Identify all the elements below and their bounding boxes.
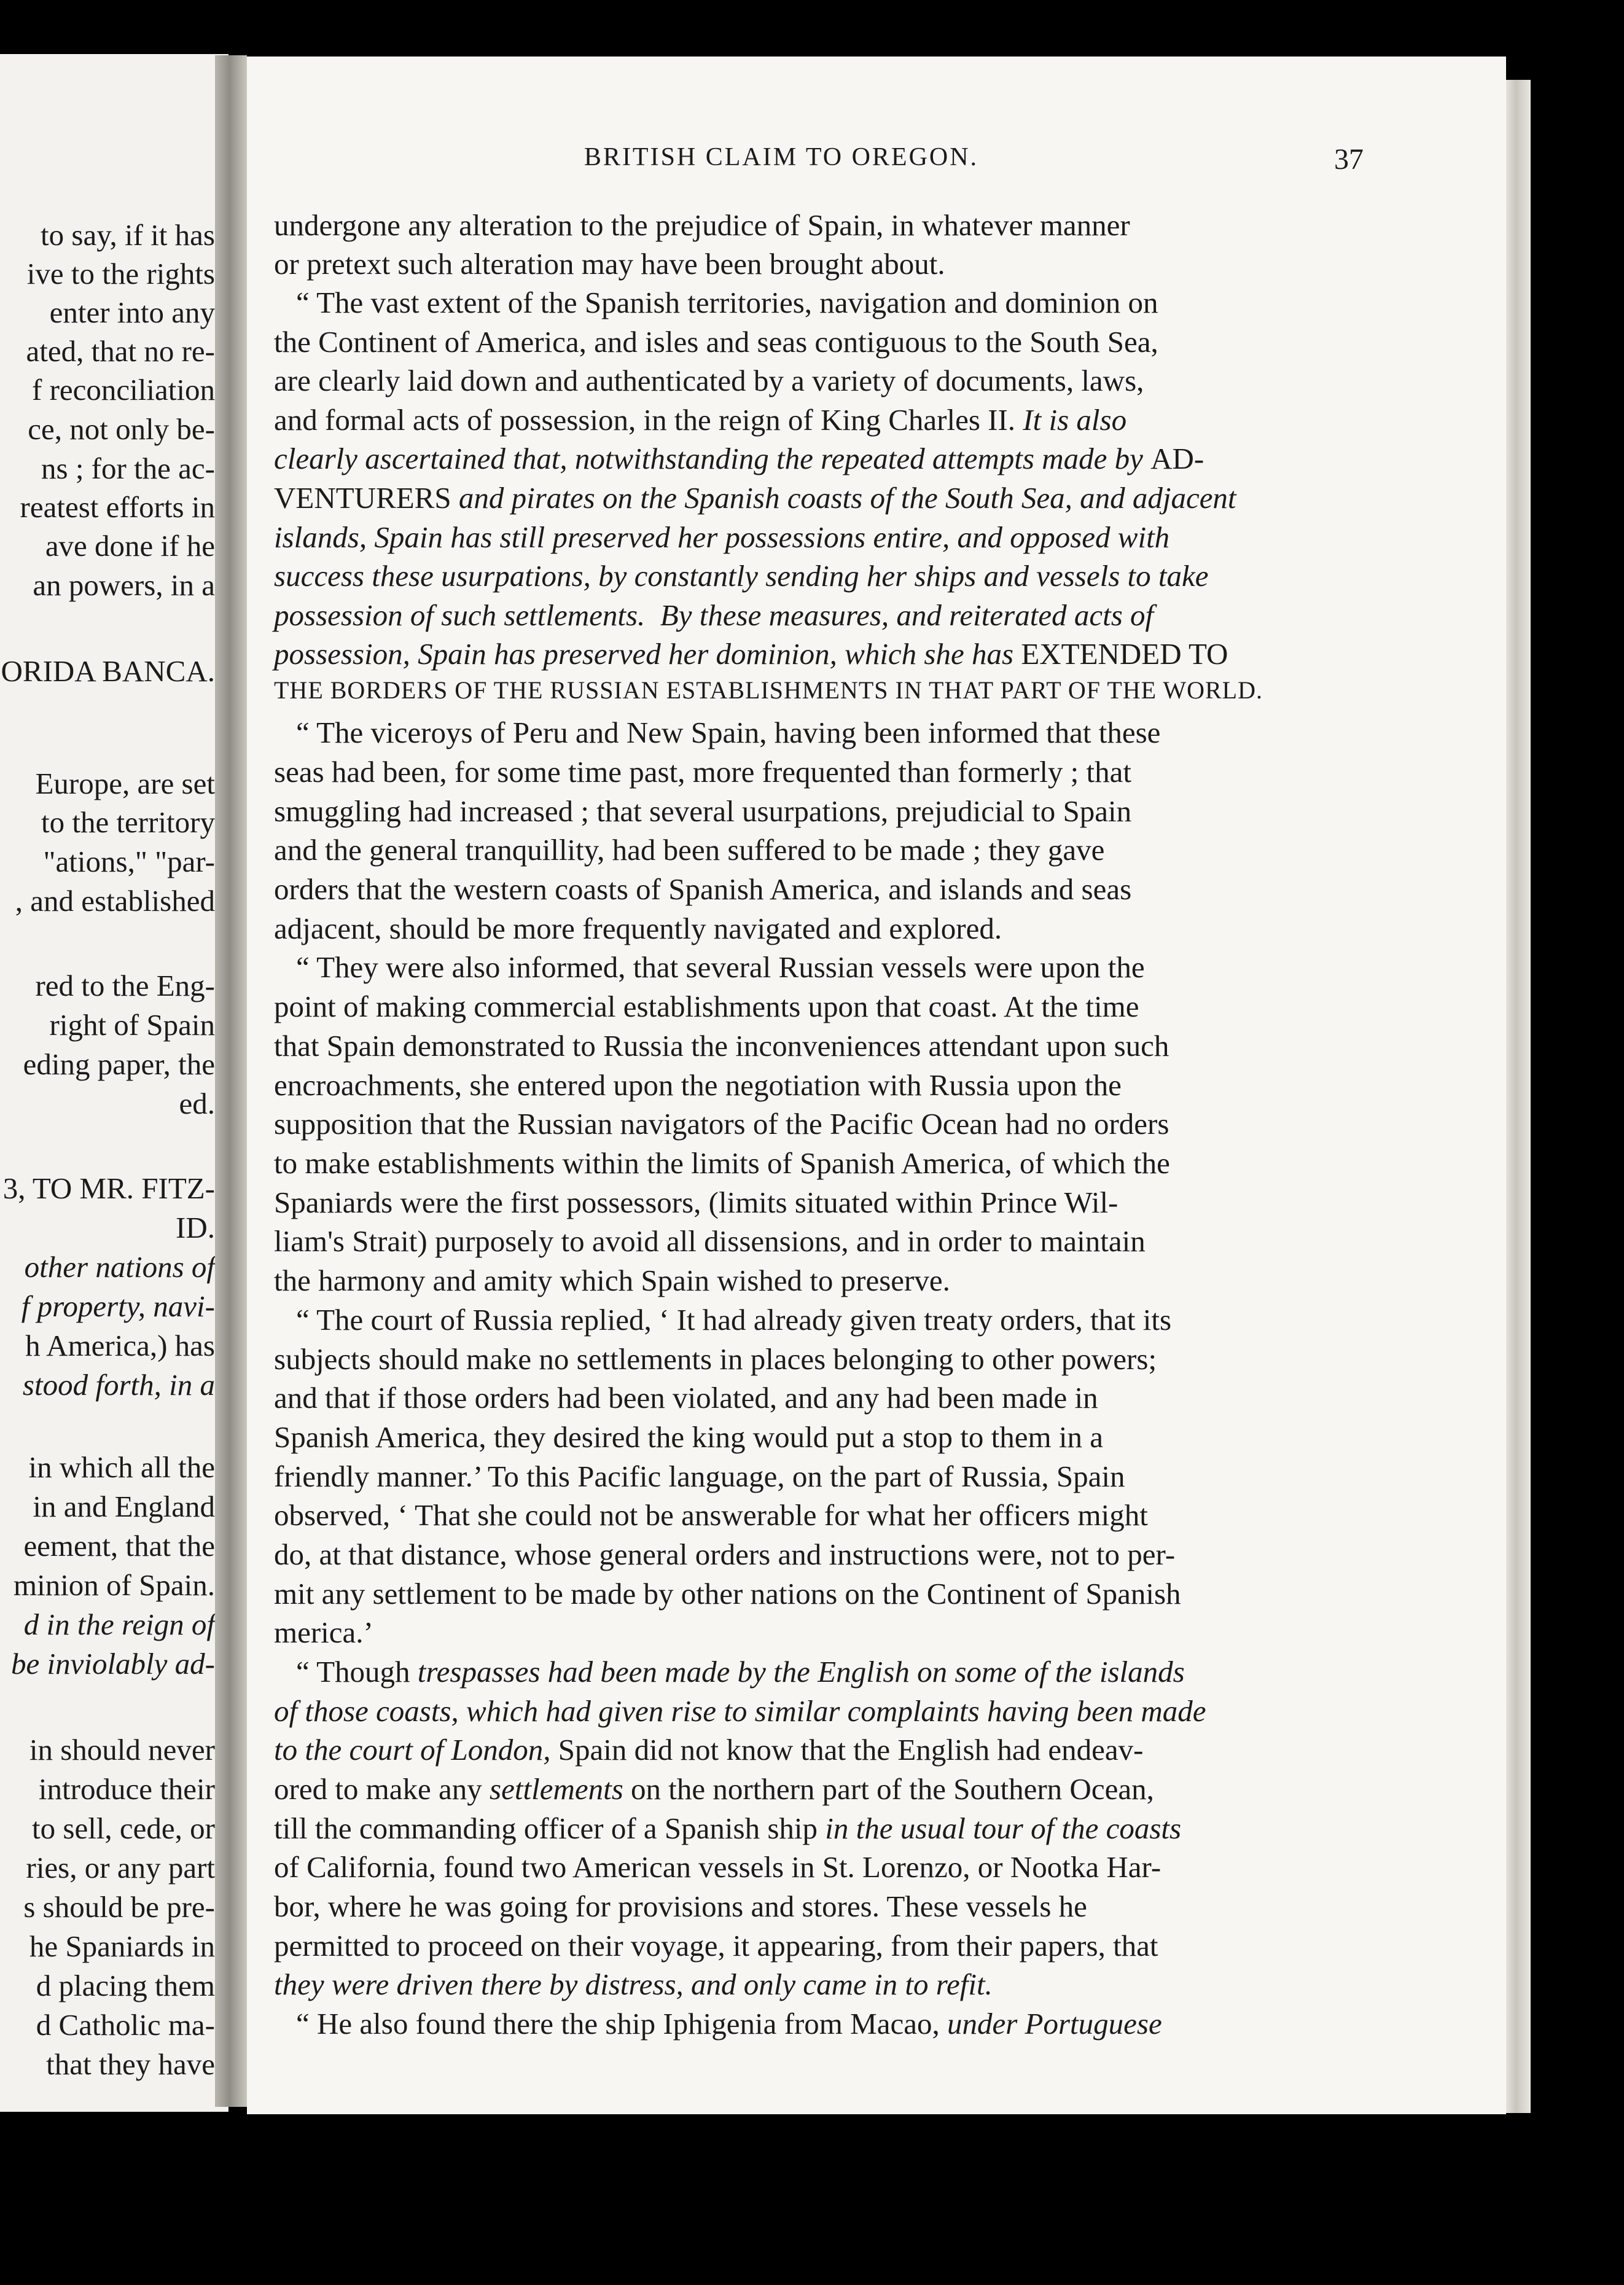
text-line bbox=[274, 483, 1318, 513]
left-line: an powers, in a bbox=[33, 568, 215, 602]
page-edge bbox=[1506, 80, 1531, 2113]
text-line: orders that the western coasts of Spanish America, and islands and seas bbox=[274, 872, 1132, 906]
left-line: to say, if it has bbox=[41, 218, 215, 252]
left-line: "ations," "par- bbox=[43, 845, 215, 878]
text-line bbox=[274, 1735, 1318, 1765]
running-head: BRITISH CLAIM TO OREGON. bbox=[584, 143, 979, 171]
left-line: in and England bbox=[33, 1490, 215, 1523]
text-line: that Spain demonstrated to Russia the inconveniences attendant upon such bbox=[274, 1029, 1169, 1063]
text-line bbox=[274, 600, 1318, 630]
text-run: and formal acts of possession, in the reign of King Charles II. bbox=[274, 403, 1016, 437]
text-line: “ The court of Russia replied, ‘ It had already given treaty orders, that its bbox=[296, 1303, 1172, 1337]
left-line: to sell, cede, or bbox=[32, 1811, 215, 1845]
left-line: h America,) has bbox=[25, 1329, 215, 1362]
text-line: “ They were also informed, that several Russian vessels were upon the bbox=[296, 950, 1145, 984]
text-run: “ He also found there the ship Iphigenia from Macao, bbox=[296, 2007, 947, 2041]
left-line: ORIDA BANCA. bbox=[1, 654, 215, 688]
left-line: in which all the bbox=[28, 1450, 215, 1484]
left-line: d in the reign of bbox=[23, 1607, 215, 1641]
text-run: “ Though bbox=[296, 1655, 418, 1689]
text-line bbox=[296, 2009, 1340, 2039]
left-line: stood forth, in a bbox=[22, 1368, 215, 1402]
left-line: f property, navi- bbox=[21, 1289, 215, 1323]
text-line: and that if those orders had been violated, and any had been made in bbox=[274, 1381, 1098, 1415]
text-line: and the general tranquillity, had been suffered to be made ; they gave bbox=[274, 833, 1105, 867]
left-line: ave done if he bbox=[45, 529, 215, 563]
left-line: minion of Spain. bbox=[13, 1568, 215, 1602]
text-line: encroachments, she entered upon the negotiation with Russia upon the bbox=[274, 1068, 1122, 1102]
left-line: ed. bbox=[179, 1087, 215, 1120]
text-line: observed, ‘ That she could not be answerable for what her officers might bbox=[274, 1498, 1148, 1532]
left-line: right of Spain bbox=[49, 1008, 215, 1042]
left-line: ive to the rights bbox=[26, 257, 215, 291]
italic-run: to the court of London, bbox=[274, 1733, 551, 1767]
text-line: success these usurpations, by constantly sending her ships and vessels to take bbox=[274, 559, 1209, 593]
italic-run: in the usual tour of the coasts bbox=[825, 1811, 1182, 1845]
text-run: Spain did not know that the English had endeav- bbox=[550, 1733, 1144, 1767]
left-line: d Catholic ma- bbox=[36, 2008, 215, 2042]
text-line bbox=[274, 1813, 1318, 1843]
text-line: the harmony and amity which Spain wished to preserve. bbox=[274, 1264, 950, 1297]
left-line: introduce their bbox=[38, 1772, 215, 1806]
text-line: of those coasts, which had given rise to similar complaints having been made bbox=[274, 1694, 1206, 1728]
left-line: d placing them bbox=[36, 1969, 215, 2002]
left-line: 3, TO MR. FITZ- bbox=[2, 1171, 215, 1205]
text-line: to make establishments within the limits of Spanish America, of which the bbox=[274, 1146, 1170, 1180]
italic-run: By these measures, and reiterated acts of bbox=[660, 598, 1154, 632]
text-line: “ The vast extent of the Spanish territories, navigation and dominion on bbox=[296, 286, 1158, 319]
left-line: he Spaniards in bbox=[29, 1929, 215, 1963]
left-line: red to the Eng- bbox=[35, 969, 215, 1002]
text-line: bor, where he was going for provisions and stores. These vessels he bbox=[274, 1889, 1087, 1923]
text-line: or pretext such alteration may have been brought about. bbox=[274, 247, 945, 281]
text-line: are clearly laid down and authenticated by a variety of documents, laws, bbox=[274, 364, 1144, 397]
left-line: ID. bbox=[176, 1211, 215, 1244]
smallcaps-run: VENTURERS bbox=[274, 481, 451, 515]
left-page-fragment bbox=[0, 54, 228, 2112]
text-line: Spaniards were the first possessors, (limits situated within Prince Wil- bbox=[274, 1185, 1118, 1219]
text-line: permitted to proceed on their voyage, it appearing, from their papers, that bbox=[274, 1929, 1158, 1963]
text-line: “ The viceroys of Peru and New Spain, having been informed that these bbox=[296, 716, 1161, 749]
text-line bbox=[274, 639, 1318, 669]
text-run: on the northern part of the Southern Ocean, bbox=[623, 1772, 1154, 1806]
text-line bbox=[274, 1774, 1318, 1804]
italic-run: trespasses had been made by the English on some of the islands bbox=[417, 1655, 1185, 1689]
left-line: , and established bbox=[15, 884, 215, 918]
left-line: enter into any bbox=[49, 295, 215, 329]
text-line: they were driven there by distress, and only came in to refit. bbox=[274, 1967, 993, 2001]
text-run: till the commanding officer of a Spanish ship bbox=[274, 1811, 826, 1845]
left-line: Europe, are set bbox=[35, 767, 215, 800]
text-run: ored to make any bbox=[274, 1772, 490, 1806]
text-line: do, at that distance, whose general orders and instructions were, not to per- bbox=[274, 1537, 1176, 1571]
right-page bbox=[247, 57, 1506, 2114]
text-line: liam's Strait) purposely to avoid all dissensions, and in order to maintain bbox=[274, 1224, 1146, 1258]
left-line: ated, that no re- bbox=[26, 334, 215, 368]
left-line: ns ; for the ac- bbox=[41, 451, 215, 485]
text-line: mit any settlement to be made by other nations on the Continent of Spanish bbox=[274, 1577, 1181, 1611]
left-line: eding paper, the bbox=[23, 1047, 215, 1081]
text-line: undergone any alteration to the prejudice of Spain, in whatever manner bbox=[274, 208, 1130, 242]
left-line: other nations of bbox=[24, 1250, 215, 1284]
italic-run: It is also bbox=[1023, 403, 1127, 437]
text-line: merica.’ bbox=[274, 1615, 373, 1649]
italic-run: possession of such settlements. bbox=[274, 598, 646, 632]
text-line bbox=[274, 405, 1318, 435]
italic-run: settlements bbox=[490, 1772, 623, 1806]
left-line: eement, that the bbox=[23, 1529, 215, 1563]
left-line: in should never bbox=[29, 1733, 215, 1767]
text-line bbox=[296, 1657, 1340, 1687]
text-line: supposition that the Russian navigators of the Pacific Ocean had no orders bbox=[274, 1107, 1169, 1141]
italic-run: under Portuguese bbox=[947, 2007, 1162, 2041]
text-line: point of making commercial establishments upon that coast. At the time bbox=[274, 990, 1139, 1023]
left-line: f reconciliation bbox=[32, 373, 215, 407]
left-line: reatest efforts in bbox=[20, 490, 215, 524]
left-line: ries, or any part bbox=[26, 1851, 215, 1885]
smallcaps-run: AD- bbox=[1150, 442, 1204, 475]
italic-run: and pirates on the Spanish coasts of the South Sea, and adjacent bbox=[458, 481, 1236, 515]
text-line: subjects should make no settlements in places belonging to other powers; bbox=[274, 1342, 1157, 1376]
text-line: Spanish America, they desired the king would put a stop to them in a bbox=[274, 1420, 1103, 1454]
left-line: be inviolably ad- bbox=[10, 1647, 215, 1681]
book-gutter bbox=[215, 55, 247, 2107]
text-line: smuggling had increased ; that several usurpations, prejudicial to Spain bbox=[274, 794, 1132, 828]
left-line: to the territory bbox=[41, 805, 215, 839]
text-line: seas had been, for some time past, more frequented than formerly ; that bbox=[274, 755, 1132, 789]
smallcaps-run: EXTENDED TO bbox=[1021, 637, 1228, 671]
italic-run: clearly ascertained that, notwithstanding the repeated attempts made by bbox=[274, 442, 1151, 475]
text-line: islands, Spain has still preserved her possessions entire, and opposed with bbox=[274, 520, 1170, 554]
page-number: 37 bbox=[1334, 143, 1364, 176]
left-line: ce, not only be- bbox=[28, 412, 215, 446]
italic-run: possession, Spain has preserved her dominion, which she has bbox=[274, 637, 1021, 671]
text-line: friendly manner.’ To this Pacific language, on the part of Russia, Spain bbox=[274, 1459, 1125, 1493]
left-line: s should be pre- bbox=[23, 1890, 215, 1924]
text-line bbox=[274, 443, 1318, 474]
left-line: that they have bbox=[46, 2047, 215, 2081]
text-line: adjacent, should be more frequently navigated and explored. bbox=[274, 912, 1002, 945]
text-line: of California, found two American vessels in St. Lorenzo, or Nootka Har- bbox=[274, 1850, 1161, 1884]
text-line: THE BORDERS OF THE RUSSIAN ESTABLISHMENTS IN THAT PART OF THE WORLD. bbox=[274, 676, 1263, 704]
text-line: the Continent of America, and isles and seas contiguous to the South Sea, bbox=[274, 325, 1158, 359]
